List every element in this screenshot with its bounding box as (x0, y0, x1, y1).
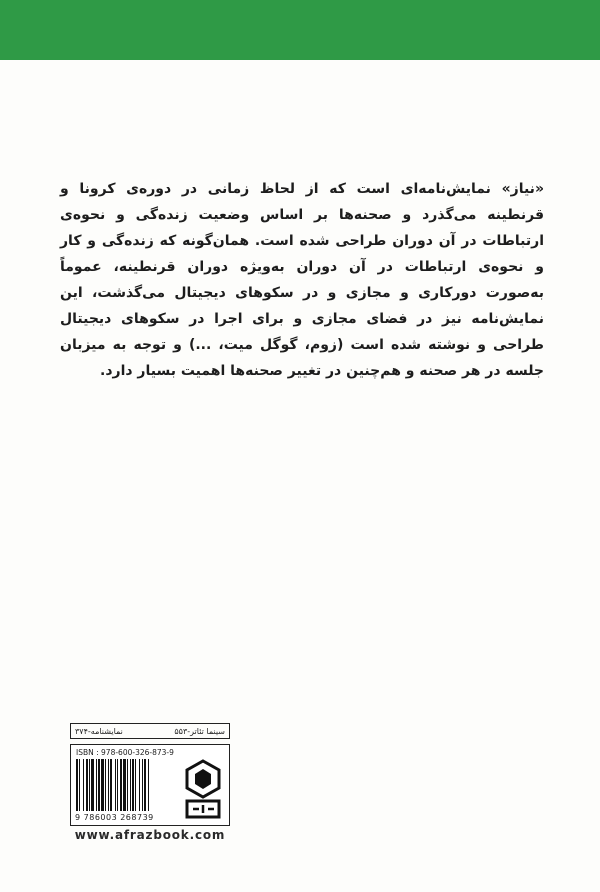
back-cover-blurb: «نیاز» نمایش‌نامه‌ای است که از لحاظ زمانی در دوره‌ی کرونا و قرنطینه می‌گذرد و صحنه‌ها بر اساس وضعیت زنده‌گی و نحوه‌ی ارتباطات در آن دوران طراحی شده است. همان‌گونه که زنده‌گی و کار و نحوه‌ی ارتباطات در آن دوران به‌ویژه دوران قرنطینه، عموماً به‌صورت دورکاری و مجازی و در سکوهای دیجیتال می‌گذشت، این نمایش‌نامه نیز در فضای مجازی و برای اجرا در سکوهای دیجیتال طراحی و نوشته شده است (زوم، گوگل میت، ...) و توجه به میزبان جلسه در هر صحنه و هم‌چنین در تغییر صحنه‌ها اهمیت بسیار دارد. (60, 181, 544, 379)
isbn-label: ISBN : 978-600-326-873-9 (76, 748, 174, 757)
isbn-barcode-box (70, 744, 230, 826)
series-number-plays: نمایشنامه-۳۷۴ (75, 726, 123, 736)
barcode-digits: 9 786003 268739 (75, 813, 154, 822)
series-info-box (70, 723, 230, 739)
series-number-cinema-theater: سینما تئاتر-۵۵۳ (174, 726, 225, 736)
publisher-website[interactable]: www.afrazbook.com (74, 828, 226, 842)
barcode-icon (75, 759, 179, 813)
afraz-publisher-logo-icon (183, 759, 223, 819)
top-color-band (0, 0, 600, 60)
